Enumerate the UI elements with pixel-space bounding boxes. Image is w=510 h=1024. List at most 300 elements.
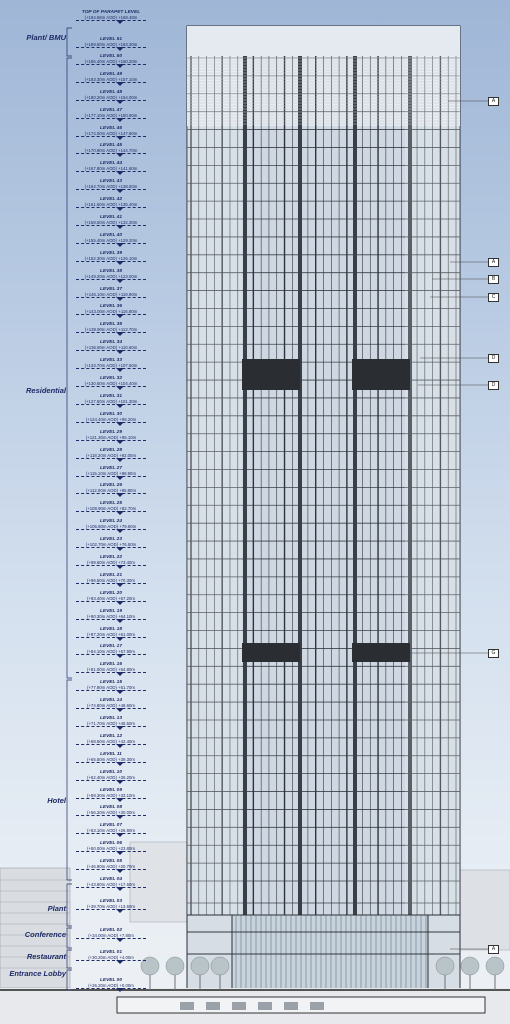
level-reduced-level: (+112.00m AOD) +85.80m: [85, 488, 137, 494]
level-name: LEVEL 51: [99, 37, 123, 42]
level-reduced-level: (+183.30m AOD) +157.10m: [84, 76, 138, 82]
level-name: LEVEL 44: [99, 161, 123, 167]
tower-facade: [187, 26, 460, 915]
level-dashed-line: [76, 708, 146, 709]
level-name: LEVEL 40: [99, 232, 123, 238]
level-reduced-level: (+194.68m AOD) +168.48m: [84, 15, 138, 20]
level-datum-icon: [116, 314, 124, 318]
level-reduced-level: (+130.60m AOD) +104.40m: [84, 381, 138, 387]
facade-tag: A: [488, 97, 499, 106]
level-dashed-line: [76, 583, 146, 584]
level-datum-icon: [116, 833, 124, 837]
level-name: LEVEL 13: [99, 715, 123, 721]
level-dashed-line: [76, 386, 146, 387]
level-annotation: [78, 899, 144, 909]
level-annotation: [78, 555, 144, 565]
level-annotation: [78, 126, 144, 136]
level-reduced-level: (+177.10m AOD) +150.90m: [84, 112, 138, 118]
facade-tag: D: [488, 354, 499, 363]
level-name: LEVEL 47: [99, 107, 123, 113]
tree-icon: [436, 957, 454, 975]
level-annotation: [78, 877, 144, 887]
feature-panel: [242, 643, 300, 662]
level-reduced-level: (+81.00m AOD) +54.80m: [86, 667, 135, 673]
level-name: LEVEL 35: [99, 322, 123, 328]
level-reduced-level: (+189.50m AOD) +163.30m: [84, 42, 138, 47]
level-reduced-level: (+34.00m AOD) +7.80m: [88, 933, 134, 938]
level-dashed-line: [76, 64, 146, 65]
level-name: LEVEL 16: [99, 662, 123, 668]
zone-label-hotel: Hotel: [47, 796, 66, 805]
level-reduced-level: (+99.60m AOD) +73.40m: [86, 559, 135, 565]
level-annotation: [78, 37, 144, 47]
level-dashed-line: [76, 909, 146, 910]
level-dashed-line: [76, 690, 146, 691]
level-datum-icon: [116, 938, 124, 942]
zone-label-residential: Residential: [25, 386, 66, 395]
level-dashed-line: [76, 261, 146, 262]
level-reduced-level: (+65.50m AOD) +39.30m: [86, 756, 135, 762]
level-datum-icon: [116, 619, 124, 623]
level-name: LEVEL 24: [99, 519, 123, 525]
level-datum-icon: [116, 798, 124, 802]
basement-vehicle: [180, 1002, 194, 1010]
level-name: LEVEL 06: [99, 841, 123, 847]
basement-vehicle: [284, 1002, 298, 1010]
level-dashed-line: [76, 619, 146, 620]
side-panel: [405, 56, 460, 915]
podium-glazing: [232, 915, 428, 990]
level-annotation: [78, 609, 144, 619]
facade-tag: B: [488, 275, 499, 284]
level-annotation: [78, 430, 144, 440]
level-reduced-level: (+46.90m AOD) +20.70m: [86, 864, 135, 870]
level-reduced-level: (+186.40m AOD) +160.20m: [84, 59, 138, 64]
level-annotation: [78, 448, 144, 458]
level-annotation: [78, 233, 144, 243]
level-name: LEVEL 25: [99, 501, 123, 507]
level-dashed-line: [76, 189, 146, 190]
level-name: LEVEL 43: [99, 179, 123, 185]
basement-vehicle: [206, 1002, 220, 1010]
level-dashed-line: [76, 368, 146, 369]
level-datum-icon: [116, 511, 124, 515]
level-datum-icon: [116, 887, 124, 891]
level-datum-icon: [116, 988, 124, 992]
level-name: LEVEL 17: [99, 644, 123, 650]
facade-tag: A: [488, 258, 499, 267]
level-datum-icon: [116, 332, 124, 336]
level-annotation: [78, 841, 144, 851]
facade-tag: A: [488, 945, 499, 954]
level-datum-icon: [116, 744, 124, 748]
level-dashed-line: [76, 422, 146, 423]
level-name: LEVEL 45: [99, 143, 123, 149]
pier: [243, 56, 247, 915]
level-dashed-line: [76, 440, 146, 441]
level-dashed-line: [76, 565, 146, 566]
facade-tag: D: [488, 381, 499, 390]
level-dashed-line: [76, 887, 146, 888]
level-name: LEVEL 38: [99, 268, 123, 274]
level-datum-icon: [116, 762, 124, 766]
basement-vehicle: [258, 1002, 272, 1010]
level-reduced-level: (+30.20m AOD) +4.00m: [88, 955, 134, 960]
level-dashed-line: [76, 815, 146, 816]
level-dashed-line: [76, 654, 146, 655]
level-reduced-level: (+102.70m AOD) +76.50m: [85, 542, 137, 548]
level-annotation: [78, 627, 144, 637]
level-dashed-line: [76, 833, 146, 834]
level-annotation: [78, 54, 144, 64]
level-name: LEVEL 19: [99, 608, 123, 614]
level-name: LEVEL 00: [99, 978, 123, 983]
level-reduced-level: (+149.20m AOD) +123.00m: [84, 273, 138, 279]
level-name: LEVEL 48: [99, 89, 123, 95]
feature-panel: [352, 359, 410, 390]
level-datum-icon: [116, 279, 124, 283]
level-datum-icon: [116, 654, 124, 658]
level-dashed-line: [76, 780, 146, 781]
level-datum-icon: [116, 171, 124, 175]
level-dashed-line: [76, 744, 146, 745]
level-annotation: [78, 269, 144, 279]
level-dashed-line: [76, 672, 146, 673]
zone-label-plant: Plant: [47, 904, 66, 913]
level-datum-icon: [116, 909, 124, 913]
level-datum-icon: [116, 64, 124, 68]
level-annotation: [78, 950, 144, 960]
level-reduced-level: (+158.50m AOD) +132.30m: [84, 220, 138, 226]
podium: [187, 915, 460, 990]
level-name: LEVEL 01: [99, 950, 123, 955]
level-annotation: [78, 108, 144, 118]
zone-label-plant-bmu: Plant/ BMU: [26, 33, 66, 42]
level-datum-icon: [116, 225, 124, 229]
level-reduced-level: (+26.20m AOD) +0.00m: [88, 983, 134, 988]
level-dashed-line: [76, 798, 146, 799]
level-reduced-level: (+74.80m AOD) +48.60m: [86, 703, 135, 709]
level-datum-icon: [116, 960, 124, 964]
level-reduced-level: (+87.20m AOD) +61.00m: [86, 631, 135, 637]
level-annotation: [78, 662, 144, 672]
level-annotation: [78, 340, 144, 350]
feature-panel: [242, 359, 300, 390]
level-dashed-line: [76, 350, 146, 351]
level-datum-icon: [116, 851, 124, 855]
facade-tag: C: [488, 293, 499, 302]
level-name: LEVEL 49: [99, 71, 123, 77]
level-dashed-line: [76, 207, 146, 208]
side-panel: [187, 56, 242, 915]
level-reduced-level: (+164.70m AOD) +138.50m: [84, 184, 138, 190]
level-annotation: [78, 591, 144, 601]
tree-icon: [211, 957, 229, 975]
level-name: LEVEL 29: [99, 429, 123, 435]
level-annotation: [78, 197, 144, 207]
level-datum-icon: [116, 368, 124, 372]
level-reduced-level: (+108.90m AOD) +82.70m: [85, 506, 137, 512]
level-reduced-level: (+167.80m AOD) +141.60m: [84, 166, 138, 172]
level-name: LEVEL 37: [99, 286, 123, 292]
level-name: LEVEL 07: [99, 823, 123, 829]
level-name: LEVEL 22: [99, 554, 123, 560]
level-annotation: [78, 143, 144, 153]
level-datum-icon: [116, 708, 124, 712]
level-reduced-level: (+105.80m AOD) +79.60m: [85, 524, 137, 530]
level-dashed-line: [76, 869, 146, 870]
zone-bracket: [67, 58, 72, 678]
level-name: LEVEL 09: [99, 787, 123, 793]
level-dashed-line: [76, 332, 146, 333]
basement-slab: [117, 997, 485, 1013]
level-dashed-line: [76, 118, 146, 119]
zone-label-conference: Conference: [24, 930, 66, 939]
level-annotation: [78, 859, 144, 869]
level-datum-icon: [116, 440, 124, 444]
level-reduced-level: (+127.50m AOD) +101.30m: [84, 398, 138, 404]
level-annotation: [78, 698, 144, 708]
level-dashed-line: [76, 960, 146, 961]
level-annotation: [78, 805, 144, 815]
level-dashed-line: [76, 20, 146, 21]
level-reduced-level: (+124.40m AOD) +98.20m: [85, 416, 137, 422]
level-datum-icon: [116, 350, 124, 354]
level-name: LEVEL 03: [99, 899, 123, 904]
level-datum-icon: [116, 815, 124, 819]
level-reduced-level: (+96.50m AOD) +70.30m: [86, 577, 135, 583]
level-name: LEVEL 20: [99, 590, 123, 596]
level-name: LEVEL 30: [99, 411, 123, 417]
level-annotation: [78, 322, 144, 332]
level-datum-icon: [116, 672, 124, 676]
level-name: LEVEL 36: [99, 304, 123, 310]
level-reduced-level: (+161.60m AOD) +135.40m: [84, 202, 138, 208]
level-dashed-line: [76, 938, 146, 939]
level-dashed-line: [76, 726, 146, 727]
level-datum-icon: [116, 869, 124, 873]
level-reduced-level: (+84.10m AOD) +57.90m: [86, 649, 135, 655]
level-name: LEVEL 27: [99, 465, 123, 471]
level-name: LEVEL 32: [99, 376, 123, 382]
level-annotation: [78, 752, 144, 762]
level-reduced-level: (+152.30m AOD) +126.10m: [84, 255, 138, 261]
level-name: LEVEL 15: [99, 680, 123, 686]
level-dashed-line: [76, 171, 146, 172]
level-dashed-line: [76, 988, 146, 989]
level-dashed-line: [76, 136, 146, 137]
level-datum-icon: [116, 47, 124, 51]
level-datum-icon: [116, 422, 124, 426]
level-name: LEVEL 33: [99, 358, 123, 364]
level-datum-icon: [116, 189, 124, 193]
level-datum-icon: [116, 118, 124, 122]
level-reduced-level: (+68.60m AOD) +42.40m: [86, 738, 135, 744]
level-datum-icon: [116, 82, 124, 86]
level-annotation: [78, 412, 144, 422]
level-name: LEVEL 02: [99, 928, 123, 933]
level-name: LEVEL 39: [99, 250, 123, 256]
tree-icon: [461, 957, 479, 975]
level-annotation: [78, 644, 144, 654]
level-datum-icon: [116, 529, 124, 533]
pier: [298, 56, 302, 915]
tree-icon: [166, 957, 184, 975]
level-reduced-level: (+174.00m AOD) +147.80m: [84, 130, 138, 136]
level-name: LEVEL 26: [99, 483, 123, 489]
level-annotation: [78, 537, 144, 547]
level-dashed-line: [76, 47, 146, 48]
level-datum-icon: [116, 404, 124, 408]
level-annotation: [78, 483, 144, 493]
facade-tag: G: [488, 649, 499, 658]
tree-icon: [191, 957, 209, 975]
level-dashed-line: [76, 243, 146, 244]
level-reduced-level: (+56.20m AOD) +30.00m: [86, 810, 135, 816]
level-name: LEVEL 41: [99, 215, 123, 221]
level-name: LEVEL 46: [99, 125, 123, 131]
level-reduced-level: (+170.90m AOD) +144.70m: [84, 148, 138, 154]
level-name: LEVEL 23: [99, 537, 123, 543]
level-datum-icon: [116, 297, 124, 301]
level-reduced-level: (+115.10m AOD) +88.90m: [85, 470, 137, 476]
level-datum-icon: [116, 637, 124, 641]
level-dashed-line: [76, 851, 146, 852]
level-annotation: [78, 179, 144, 189]
level-annotation: [78, 72, 144, 82]
level-name: LEVEL 34: [99, 340, 123, 346]
level-datum-icon: [116, 243, 124, 247]
level-dashed-line: [76, 100, 146, 101]
level-datum-icon: [116, 547, 124, 551]
level-annotation: [78, 716, 144, 726]
level-dashed-line: [76, 637, 146, 638]
level-annotation: [78, 287, 144, 297]
level-dashed-line: [76, 493, 146, 494]
level-name: LEVEL 14: [99, 698, 123, 704]
level-annotation: [78, 394, 144, 404]
level-reduced-level: (+43.80m AOD) +17.60m: [86, 882, 135, 887]
level-annotation: [78, 251, 144, 261]
level-datum-icon: [116, 20, 124, 24]
zone-bracket: [67, 680, 72, 880]
level-name: LEVEL 04: [99, 877, 123, 882]
level-reduced-level: (+90.30m AOD) +64.10m: [86, 613, 135, 619]
level-datum-icon: [116, 780, 124, 784]
feature-panel: [352, 643, 410, 662]
level-dashed-line: [76, 476, 146, 477]
level-datum-icon: [116, 386, 124, 390]
level-dashed-line: [76, 314, 146, 315]
level-annotation: [78, 770, 144, 780]
level-reduced-level: (+180.20m AOD) +154.00m: [84, 94, 138, 100]
level-annotation: [78, 734, 144, 744]
level-name: LEVEL 21: [99, 572, 123, 578]
level-dashed-line: [76, 511, 146, 512]
level-annotation: [78, 161, 144, 171]
level-annotation: [78, 978, 144, 988]
level-reduced-level: (+77.90m AOD) +51.70m: [86, 685, 135, 691]
level-name: LEVEL 50: [99, 54, 123, 59]
level-reduced-level: (+50.00m AOD) +23.80m: [86, 846, 135, 852]
pier: [353, 56, 357, 915]
basement-vehicle: [232, 1002, 246, 1010]
level-reduced-level: (+143.00m AOD) +116.80m: [84, 309, 138, 315]
level-dashed-line: [76, 297, 146, 298]
level-annotation: [78, 10, 144, 20]
zone-bracket: [67, 28, 72, 56]
level-reduced-level: (+71.70m AOD) +45.50m: [86, 720, 135, 726]
level-dashed-line: [76, 404, 146, 405]
level-annotation: [78, 788, 144, 798]
level-datum-icon: [116, 493, 124, 497]
level-datum-icon: [116, 726, 124, 730]
level-annotation: [78, 90, 144, 100]
level-name: LEVEL 42: [99, 197, 123, 203]
level-name: LEVEL 28: [99, 447, 123, 453]
level-dashed-line: [76, 458, 146, 459]
level-dashed-line: [76, 529, 146, 530]
zone-label-restaurant: Restaurant: [26, 952, 66, 961]
level-reduced-level: (+118.20m AOD) +92.00m: [85, 452, 137, 458]
level-datum-icon: [116, 690, 124, 694]
level-annotation: [78, 823, 144, 833]
level-datum-icon: [116, 207, 124, 211]
basement-vehicle: [310, 1002, 324, 1010]
level-annotation: [78, 358, 144, 368]
level-annotation: [78, 928, 144, 938]
level-reduced-level: (+139.90m AOD) +113.70m: [84, 327, 138, 333]
level-name: LEVEL 12: [99, 733, 123, 739]
level-datum-icon: [116, 565, 124, 569]
level-datum-icon: [116, 601, 124, 605]
level-datum-icon: [116, 153, 124, 157]
level-annotation: [78, 573, 144, 583]
zone-brackets: [67, 28, 72, 990]
level-annotation: [78, 466, 144, 476]
level-dashed-line: [76, 153, 146, 154]
level-reduced-level: (+93.40m AOD) +67.20m: [86, 595, 135, 601]
level-name: TOP OF PARAPET LEVEL: [81, 10, 141, 15]
level-dashed-line: [76, 279, 146, 280]
level-datum-icon: [116, 100, 124, 104]
level-annotation: [78, 519, 144, 529]
level-annotation: [78, 501, 144, 511]
level-datum-icon: [116, 458, 124, 462]
level-annotation: [78, 376, 144, 386]
background-building: [460, 870, 510, 950]
level-name: LEVEL 18: [99, 626, 123, 632]
level-datum-icon: [116, 583, 124, 587]
level-reduced-level: (+121.30m AOD) +95.10m: [85, 434, 137, 440]
level-annotation: [78, 680, 144, 690]
level-reduced-level: (+136.80m AOD) +110.60m: [84, 345, 138, 351]
level-datum-icon: [116, 136, 124, 140]
level-reduced-level: (+59.30m AOD) +33.10m: [86, 792, 135, 798]
zone-label-entrance-lobby: Entrance Lobby: [9, 969, 66, 978]
level-name: LEVEL 11: [100, 751, 122, 757]
level-dashed-line: [76, 225, 146, 226]
level-name: LEVEL 10: [99, 769, 123, 775]
level-dashed-line: [76, 82, 146, 83]
level-reduced-level: (+62.40m AOD) +36.20m: [86, 774, 135, 780]
level-dashed-line: [76, 762, 146, 763]
level-name: LEVEL 31: [99, 393, 123, 399]
level-datum-icon: [116, 476, 124, 480]
level-dashed-line: [76, 547, 146, 548]
level-reduced-level: (+39.70m AOD) +13.50m: [86, 904, 135, 909]
level-name: LEVEL 08: [99, 805, 123, 811]
